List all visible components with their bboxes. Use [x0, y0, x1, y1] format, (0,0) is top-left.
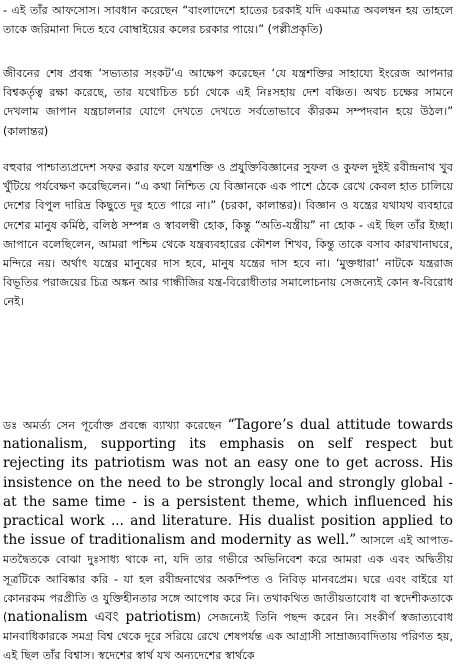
paragraph-science-and-machines: বহুবার পাশ্চাত্যপ্রদেশ সফর করার ফলে যন্ত্রশক্তি ও প্রযুক্তিবিজ্ঞানের সুফল ও কুফল দুইই রবীন্দ্রনাথ খুব খুঁটিয়ে পর্যবেক্ষণ করেছিলেন। “এ কথা নিশ্চিত যে বিজ্ঞানকে এক পাশে ঠেকে রেখে কেবল হাত চালিয়ে দেশের বিপুল দারিদ্র কিছুতে দূর হতে পারে না।” (চরকা, কালান্তর)। বিজ্ঞান ও যন্ত্রের যথাযথ ব্যবহারে দেশের মানুষ কর্মিষ্ঠ, বলিষ্ঠ সম্পন্ন ও স্বাবলম্বী হোক, কিন্তু “অতি-যন্ত্রীয়” না হোক - এই ছিল তাঁর ইচ্ছা। জাপানে বলেছিলেন, আমরা পশ্চিম থেকে যন্ত্রব্যবহারের কৌশল শিখব, কিন্তু তাকে বসাব কারখানাঘরে, মন্দিরে নয়। অর্থাৎ যন্ত্রের মানুষের দাস হবে, মানুষ যন্ত্রের দাস হবে না। ‘মুক্তধারা’ নাটকে যন্ত্ররাজ বিভূতির পরাজয়ের চিত্র অঙ্কন আর গান্ধীজির যন্ত্র-বিরোধীতার সমালোচনায় সেজন্যেই কোন স্ব-বিরোধ নেই।	[3, 161, 453, 309]
tagore-quote-english: “Tagore’s dual attitude towards nationalism, supporting its emphasis on self respect but rejecting its patriotism was not an easy one to get across. His insistence on the need to be strongly local and strongly global - at the same time - is a persistent theme, which influenced his practical work ... and literature. His dualist position applied to the issue of traditionalism and modernity as well.”	[3, 417, 453, 549]
nationalism-patriotism-term: nationalism এবং patriotism	[7, 609, 197, 626]
paragraph-palli-prakriti: - এই তাঁর আফসোস। সাবধান করেছেন “বাংলাদেশে হাতের চরকাই যদি একমাত্র অবলম্বন হয় তাহলে তাকে জরিমানা দিতে হবে বোম্বাইয়ের কলের চরকার পায়ে।” (পল্লীপ্রকৃতি)	[3, 4, 453, 37]
document-page	[3, 0, 453, 663]
amartya-sen-closing-text: ) সেজন্যেই তিনি পছন্দ করেন নি। সংকীর্ণ স্বজাত্যবোধ মানবাধিকারকে সমগ্র বিশ্ব থেকে দূরে সরিয়ে রেখে শেষপর্যন্ত এক আগ্রাসী সাম্রাজ্যবাদিতায় পরিণত হয়, এই ছিল তাঁর বিশ্বাস। স্বদেশের স্বার্থ যখ অন্যদেশের স্বার্থকে	[3, 611, 453, 663]
amartya-sen-intro-text: ডঃ অমর্ত্য সেন পূর্বোক্ত প্রবন্ধে ব্যাখ্যা করেছেন	[3, 419, 228, 432]
amartya-sen-commentary-text: আসলে এই আপাত-মতদ্বৈতকে বোঝা দুঃসাধ্য থাকে না, যদি তার গভীরে অভিনিবেশ করে আমরা এক এবং অদ্বিতীয় সূত্রটিকে আবিষ্কার করি - যা হল রবীন্দ্রনাথের অকম্পিত ও নিবিড় মানবপ্রেম। ঘরে এবং বাইরে যা কোনরকম পরপ্রীতি ও যুক্তিহীনতার সঙ্গে আপোষ করে নি। তথাকথিত জাতীয়তাবোধ বা স্বদেশীকতাকে (	[3, 534, 453, 625]
paragraph-amartya-sen	[3, 416, 453, 666]
paragraph-sabhyatar-sankat: জীবনের শেষ প্রবন্ধ ‘সভ্যতার সংকট’এ আক্ষেপ করেছেন ‘যে যন্ত্রশক্তির সাহায্যে ইংরেজ আপনার বিশ্বকর্তৃত্ব রক্ষা করেছে, তার যথোচিত চর্চা থেকে এই নিঃসহায় দেশ বঞ্চিত। অথচ চক্ষের সামনে দেখলাম জাপান যন্ত্রচালনার যোগে দেখতে দেখতে সর্বতোভাবে কীরকম সম্পদবান হয়ে উঠল।” (কালান্তর)	[3, 67, 453, 138]
